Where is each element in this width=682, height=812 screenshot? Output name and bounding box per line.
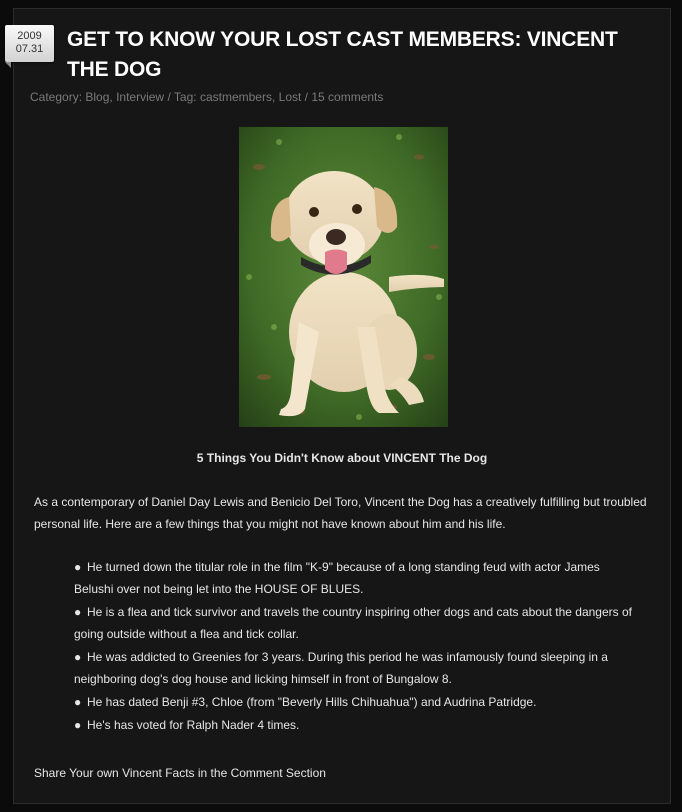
tag-link-castmembers[interactable]: castmembers [199, 90, 272, 104]
list-item [74, 646, 634, 690]
date-year: 2009 [17, 30, 42, 42]
category-link-interview[interactable]: Interview [116, 90, 165, 104]
list-item [74, 601, 634, 645]
category-label: Category: [30, 90, 83, 104]
fact-text: He was addicted to Greenies for 3 years. During this period he was infamously found sleeping in a neighboring dog's dog house and licking himself in front of Bungalow 8. [74, 650, 608, 686]
bullet-icon: ● [74, 650, 82, 664]
fact-text: He is a flea and tick survivor and travels the country inspiring other dogs and cats about the dangers of going outside without a flea and tick collar. [74, 605, 632, 641]
post-subheading: 5 Things You Didn't Know about VINCENT The Dog [196, 451, 488, 465]
list-item [74, 691, 634, 713]
post-meta: Category: Blog, Interview / Tag: castmembers, Lost / 15 comments [30, 90, 384, 104]
post-title[interactable]: GET TO KNOW YOUR LOST CAST MEMBERS: VINCENT THE DOG [67, 28, 618, 81]
closing-text: Share Your own Vincent Facts in the Comment Section [34, 766, 326, 780]
bullet-icon: ● [74, 605, 82, 619]
comments-link[interactable]: 15 comments [311, 90, 384, 104]
date-badge [5, 25, 54, 62]
category-link-blog[interactable]: Blog [85, 90, 110, 104]
bullet-icon: ● [74, 695, 82, 709]
fact-text: He turned down the titular role in the film "K-9" because of a long standing feud with actor James Belushi over not being let into the HOUSE OF BLUES. [74, 560, 600, 596]
blog-post [13, 8, 671, 804]
labrador-image [239, 127, 448, 427]
fact-text: He's has voted for Ralph Nader 4 times. [87, 718, 300, 732]
date-month-day: 07.31 [15, 43, 44, 55]
facts-list [74, 556, 634, 737]
list-item [74, 714, 634, 736]
badge-fold [5, 62, 11, 68]
tag-link-lost[interactable]: Lost [278, 90, 302, 104]
tag-label: / Tag: [167, 90, 197, 104]
intro-paragraph: As a contemporary of Daniel Day Lewis and Benicio Del Toro, Vincent the Dog has a creatively fulfilling but troubled personal life. Here are a few things that you might not have known about him and his life. [34, 495, 647, 531]
dog-photo [239, 127, 448, 427]
fact-text: He has dated Benji #3, Chloe (from "Beverly Hills Chihuahua") and Audrina Patridge. [87, 695, 537, 709]
bullet-icon: ● [74, 718, 82, 732]
list-item [74, 556, 634, 600]
bullet-icon: ● [74, 560, 82, 574]
